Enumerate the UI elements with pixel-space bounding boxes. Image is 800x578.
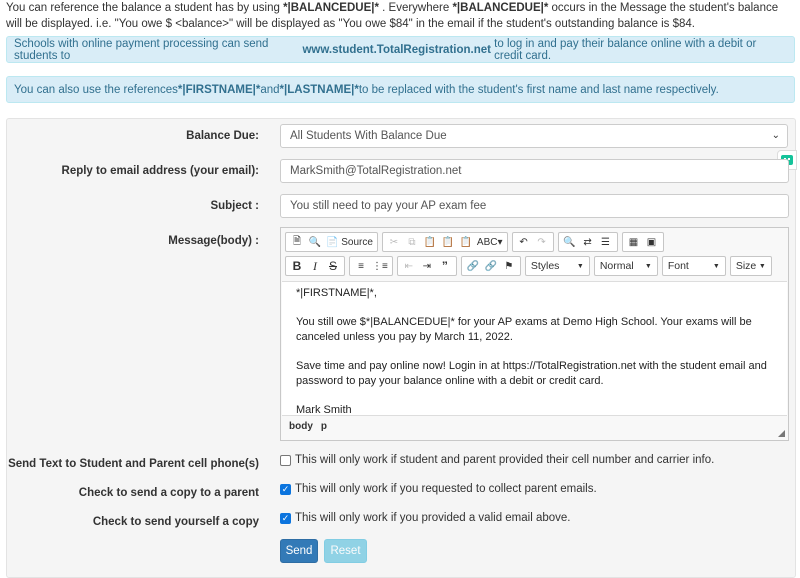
chevron-down-icon: ⌄ (771, 130, 780, 141)
balance-reference-help: You can reference the balance a student has by using *|BALANCEDUE|* . Everywhere *|BALANCEDUE|* occurs in the Message the student's balance will be displayed. i.e. "You owe $ <balance>" will be displayed as "You owe $84" in the email if the student's outstanding balance is $84. (6, 2, 779, 30)
sms-label: Send Text to Student and Parent cell phone(s) (8, 458, 259, 470)
indent-icon[interactable]: ⇥ (422, 260, 432, 272)
path-p[interactable]: p (320, 421, 327, 432)
format-dropdown[interactable]: Normal ▼ (594, 256, 658, 276)
editor-toolbar-row-2 (285, 256, 772, 278)
source-button[interactable]: 📄 Source (326, 236, 373, 248)
reply-email-label: Reply to email address (your email): (61, 165, 259, 177)
numbered-list-icon[interactable]: ≡ (358, 260, 364, 272)
preview-icon[interactable]: 🔍 (308, 236, 322, 248)
element-path (289, 421, 335, 432)
redo-icon[interactable]: ↷ (537, 236, 546, 248)
editor-toolbar-row-1 (285, 232, 664, 254)
unlink-icon[interactable]: 🔗 (484, 260, 498, 272)
blockquote-icon[interactable]: ” (441, 259, 448, 273)
body-line: You still owe $*|BALANCEDUE|* for your AP exams at Demo High School. Your exams will be canceled unless you pay by March 11, 2022. (296, 316, 752, 343)
parent-copy-option: ✓ This will only work if you requested to collect parent emails. (281, 483, 597, 495)
balance-due-select[interactable]: All Students With Balance Due ⌄ (280, 124, 788, 148)
cut-icon[interactable]: ✂ (389, 236, 399, 248)
self-copy-checkbox[interactable]: ✓ (281, 512, 290, 523)
select-all-icon[interactable]: ☰ (601, 236, 610, 248)
balancedue-token: *|BALANCEDUE|* (283, 2, 379, 14)
body-line: Save time and pay online now! Login in at https://TotalRegistration.net with the student email and password to pay your balance online with a debit or credit card. (296, 360, 767, 387)
resize-handle[interactable] (778, 430, 785, 437)
parent-copy-checkbox[interactable]: ✓ (281, 483, 290, 494)
replace-icon[interactable]: ⇄ (583, 236, 592, 248)
outdent-icon[interactable]: ⇤ (404, 260, 414, 272)
anchor-flag-icon[interactable]: ⚑ (504, 260, 514, 272)
image-icon[interactable]: ▣ (646, 236, 657, 248)
paste-word-icon[interactable]: 📋 (459, 236, 473, 248)
lastname-token: *|LASTNAME|* (279, 83, 359, 96)
bold-icon[interactable]: B (292, 259, 302, 273)
self-copy-option: ✓ This will only work if you provided a valid email above. (281, 512, 571, 524)
link-icon[interactable]: 🔗 (466, 260, 480, 272)
online-payment-alert: Schools with online payment processing can send students to www.student.TotalRegistration.net to log in and pay their balance online with a debit or credit card. (6, 36, 795, 63)
path-body[interactable]: body (289, 421, 313, 432)
spellcheck-icon[interactable]: ABC▾ (476, 236, 503, 248)
send-button[interactable]: Send (280, 539, 318, 563)
styles-dropdown[interactable]: Styles ▼ (525, 256, 590, 276)
sms-checkbox[interactable] (280, 455, 291, 466)
caret-down-icon: ▼ (712, 262, 720, 270)
rich-text-editor (280, 227, 789, 441)
balance-due-label: Balance Due: (186, 130, 259, 142)
subject-input[interactable]: You still need to pay your AP exam fee (280, 194, 789, 218)
student-portal-link[interactable]: www.student.TotalRegistration.net (302, 43, 491, 56)
paste-text-icon[interactable]: 📋 (441, 236, 455, 248)
table-icon[interactable]: ▦ (628, 236, 639, 248)
font-dropdown[interactable]: Font ▼ (662, 256, 726, 276)
reset-button[interactable]: Reset (324, 539, 367, 563)
email-form-panel (6, 118, 796, 578)
caret-down-icon: ▼ (576, 262, 584, 270)
find-icon[interactable]: 🔍 (563, 236, 576, 248)
subject-label: Subject : (210, 200, 259, 212)
undo-icon[interactable]: ↶ (519, 236, 528, 248)
parent-copy-label: Check to send a copy to a parent (78, 487, 259, 499)
paste-icon[interactable]: 📋 (423, 236, 437, 248)
body-line: Mark Smith (296, 404, 352, 416)
bulleted-list-icon[interactable]: ⋮≡ (372, 260, 388, 272)
italic-icon[interactable]: I (313, 258, 317, 273)
message-label: Message(body) : (168, 235, 259, 247)
firstname-token: *|FIRSTNAME|* (177, 83, 261, 96)
copy-icon[interactable]: ⧉ (408, 236, 416, 248)
caret-down-icon: ▼ (644, 262, 652, 270)
message-body-editor[interactable] (282, 281, 787, 416)
self-copy-label: Check to send yourself a copy (92, 516, 259, 528)
caret-down-icon: ▼ (758, 262, 766, 270)
name-reference-alert: You can also use the references *|FIRSTNAME|* and *|LASTNAME|* to be replaced with the student's first name and last name respectively. (6, 76, 795, 103)
strikethrough-icon[interactable]: S (328, 259, 337, 273)
sms-option: This will only work if student and parent provided their cell number and carrier info. (280, 454, 714, 466)
size-dropdown[interactable]: Size ▼ (730, 256, 772, 276)
new-page-icon[interactable]: 🗎 (292, 235, 302, 247)
balancedue-token: *|BALANCEDUE|* (452, 2, 549, 14)
body-line: *|FIRSTNAME|*, (296, 287, 377, 299)
reply-email-input[interactable]: MarkSmith@TotalRegistration.net (280, 159, 789, 183)
